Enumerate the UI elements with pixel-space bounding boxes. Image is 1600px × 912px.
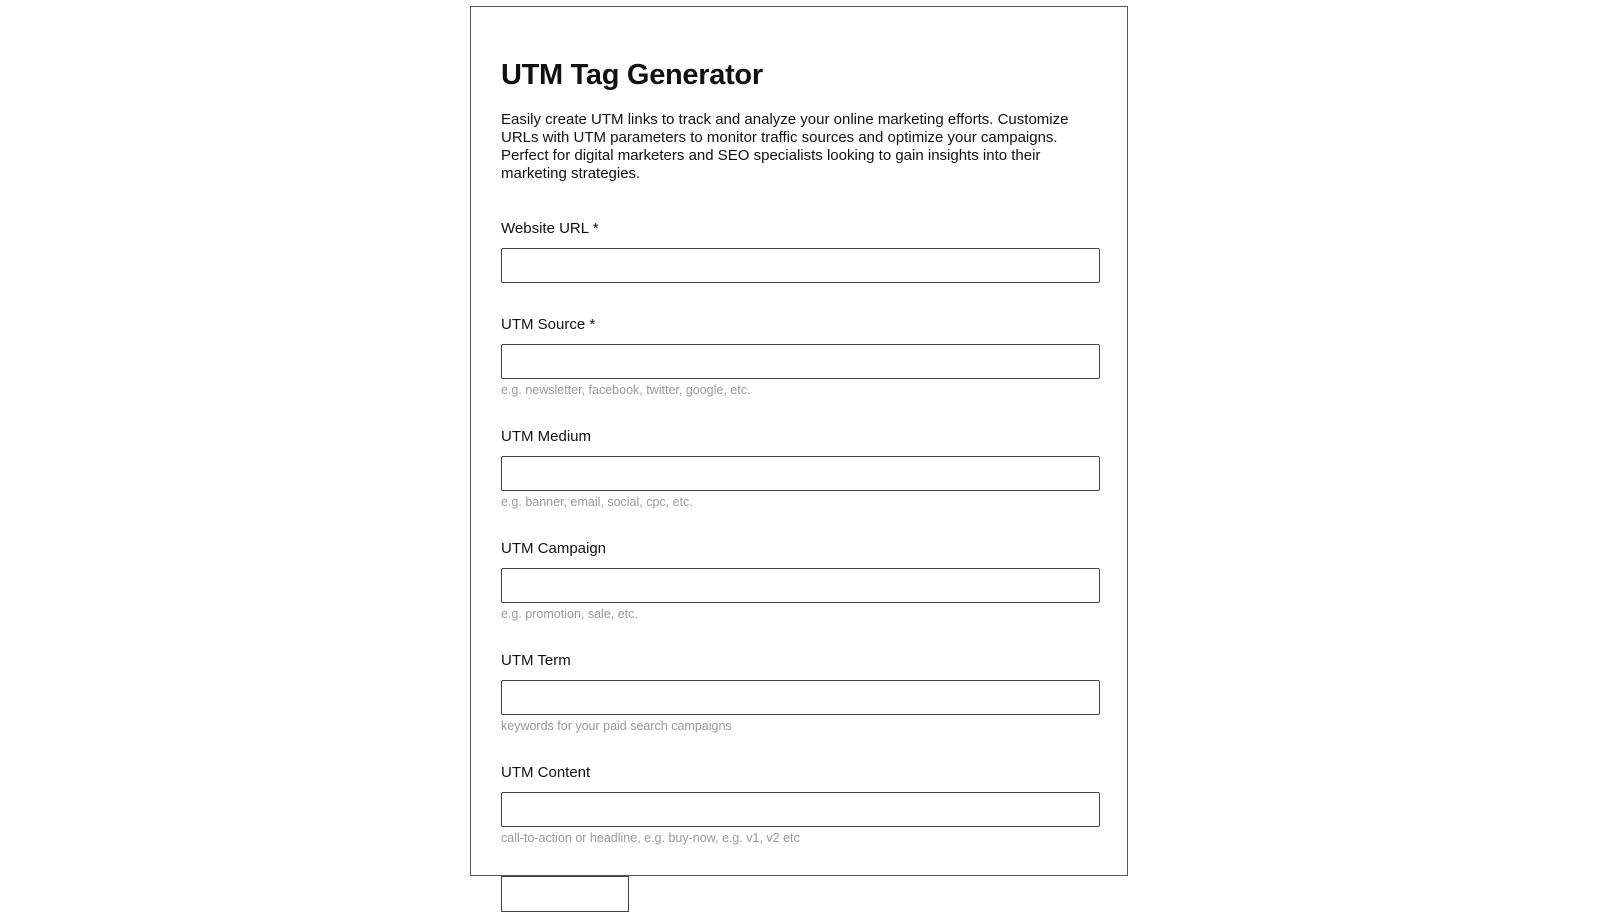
website-url-input[interactable] [501, 248, 1100, 283]
utm-campaign-help: e.g. promotion, sale, etc. [501, 607, 638, 621]
utm-medium-label: UTM Medium [501, 428, 592, 445]
utm-source-label: UTM Source * [501, 316, 596, 333]
utm-term-group [501, 651, 1097, 734]
utm-term-input[interactable] [501, 680, 1100, 715]
utm-campaign-group [501, 539, 1097, 622]
website-url-label: Website URL * [501, 220, 599, 237]
utm-campaign-input[interactable] [501, 568, 1100, 603]
utm-medium-help: e.g. banner, email, social, cpc, etc. [501, 495, 693, 509]
utm-campaign-label: UTM Campaign [501, 540, 607, 557]
utm-content-input[interactable] [501, 792, 1100, 827]
utm-form [501, 219, 1097, 912]
page-description: Easily create UTM links to track and analyze your online marketing efforts. Customize URLs with UTM parameters to monitor traffic sources and optimize your campaigns. Perfect for digital marketers and SEO specialists looking to gain insights into their marketing strategies. [501, 111, 1069, 182]
page-title: UTM Tag Generator [501, 59, 763, 91]
utm-term-label: UTM Term [501, 652, 571, 669]
utm-content-help: call-to-action or headline, e.g. buy-now, e.g. v1, v2 etc [501, 831, 800, 845]
utm-medium-group [501, 427, 1097, 510]
utm-term-help: keywords for your paid search campaigns [501, 719, 732, 733]
utm-source-help: e.g. newsletter, facebook, twitter, google, etc. [501, 383, 751, 397]
website-url-group [501, 219, 1097, 283]
generate-button[interactable] [501, 876, 629, 912]
utm-content-label: UTM Content [501, 764, 591, 781]
utm-medium-input[interactable] [501, 456, 1100, 491]
utm-source-input[interactable] [501, 344, 1100, 379]
utm-content-group [501, 763, 1097, 846]
utm-source-group [501, 315, 1097, 398]
generator-card [470, 6, 1128, 876]
